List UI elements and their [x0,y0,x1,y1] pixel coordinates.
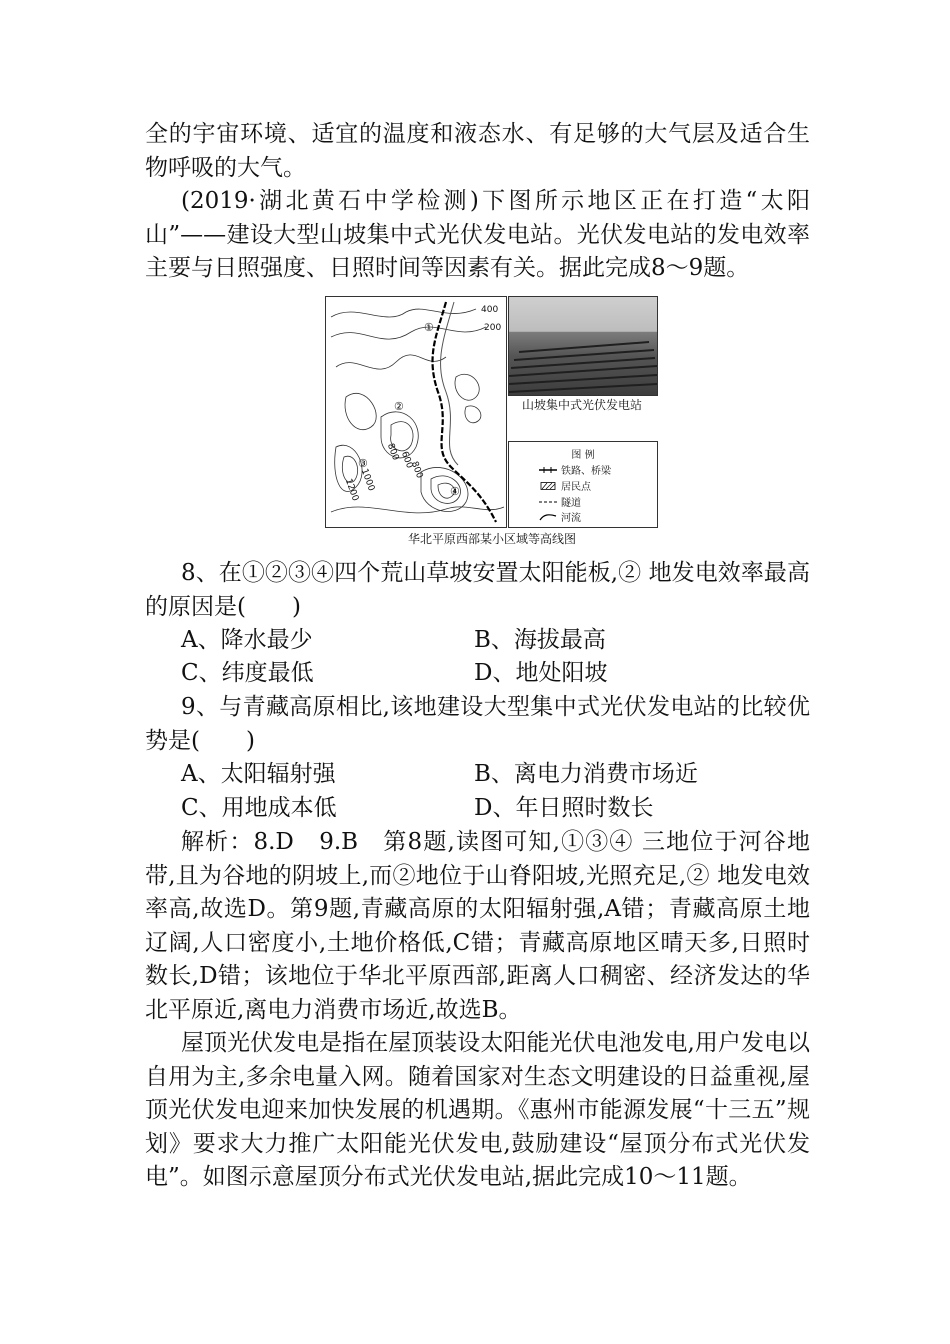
legend-title: 图 例 [571,450,595,461]
question-8-option-c[interactable]: C、纬度最低 [181,660,314,686]
figure-contour-map [325,296,659,546]
question-8-option-b[interactable]: B、海拔最高 [474,627,606,653]
marker-2: ② [394,400,404,413]
contour-label-1200: 1200 [342,477,361,503]
question-9-option-c[interactable]: C、用地成本低 [181,795,337,821]
paragraph-context: (2019·湖北黄石中学检测)下图所示地区正在打造“太阳山”——建设大型山坡集中式光伏发电站。光伏发电站的发电效率主要与日照强度、日照时间等因素有关。据此完成8～9题。 [145,188,810,281]
map-legend [508,441,658,528]
contour-label-800b: 800 [408,460,425,480]
question-9-option-a[interactable]: A、太阳辐射强 [181,761,336,787]
paragraph-intro-tail: 全的宇宙环境、适宜的温度和液态水、有足够的大气层及适合生物呼吸的大气。 [145,121,810,181]
marker-3: ③ [358,457,368,470]
map-caption: 华北平原西部某小区域等高线图 [407,532,576,546]
question-9-stem: 9、与青藏高原相比,该地建设大型集中式光伏发电站的比较优势是( ) [145,694,810,754]
photo-caption: 山坡集中式光伏发电站 [521,398,642,412]
settlement-icon [539,482,557,490]
marker-1: ① [424,321,434,334]
river-icon [539,513,557,521]
question-8-option-d[interactable]: D、地处阳坡 [474,660,608,686]
paragraph-rooftop-pv: 屋顶光伏发电是指在屋顶装设太阳能光伏电池发电,用户发电以自用为主,多余电量入网。随着国家对生态文明建设的日益重视,屋顶光伏发电迎来加快发展的机遇期。《惠州市能源发展“十三五”规划》要求大力推广太阳能光伏发电,鼓励建设“屋顶分布式光伏发电”。如图示意屋顶分布式光伏发电站,据此完成10～11题。 [145,1030,810,1190]
contour-label-1000: 1000 [358,467,377,493]
contour-label-800a: 800 [384,442,401,462]
tunnel-icon [539,498,557,506]
question-9-option-b[interactable]: B、离电力消费市场近 [474,761,698,787]
contour-label-200: 200 [484,323,502,333]
solar-station-photo [508,296,658,396]
solar-panel-rows [509,297,657,395]
question-9-option-d[interactable]: D、年日照时数长 [474,795,654,821]
question-8-stem: 8、在①②③④四个荒山草坡安置太阳能板,② 地发电效率最高的原因是( ) [145,560,810,620]
contour-label-600: 600 [398,450,415,470]
analysis-paragraph: 解析：8.D 9.B 第8题,读图可知,①③④ 三地位于河谷地带,且为谷地的阴坡上,而②地位于山脊阳坡,光照充足,② 地发电效率高,故选D。第9题,青藏高原的太阳辐射强,A错；青藏高原土地辽阔,人口密度小,土地价格低,C错；青藏高原地区晴天多,日照时数长,D错；该地位于华北平原西部,距离人口稠密、经济发达的华北平原近,离电力消费市场近,故选B。 [145,829,810,1023]
contour-label-400: 400 [481,305,499,315]
question-8-option-a[interactable]: A、降水最少 [181,627,313,653]
contour-map [325,296,507,528]
legend-item-tunnel: 隧道 [539,494,581,509]
legend-item-railway: 铁路、桥梁 [539,462,611,477]
railway-bridge-icon [539,466,557,474]
marker-4: ④ [450,485,460,498]
legend-item-settlement: 居民点 [539,478,591,493]
legend-item-river: 河流 [539,509,581,524]
